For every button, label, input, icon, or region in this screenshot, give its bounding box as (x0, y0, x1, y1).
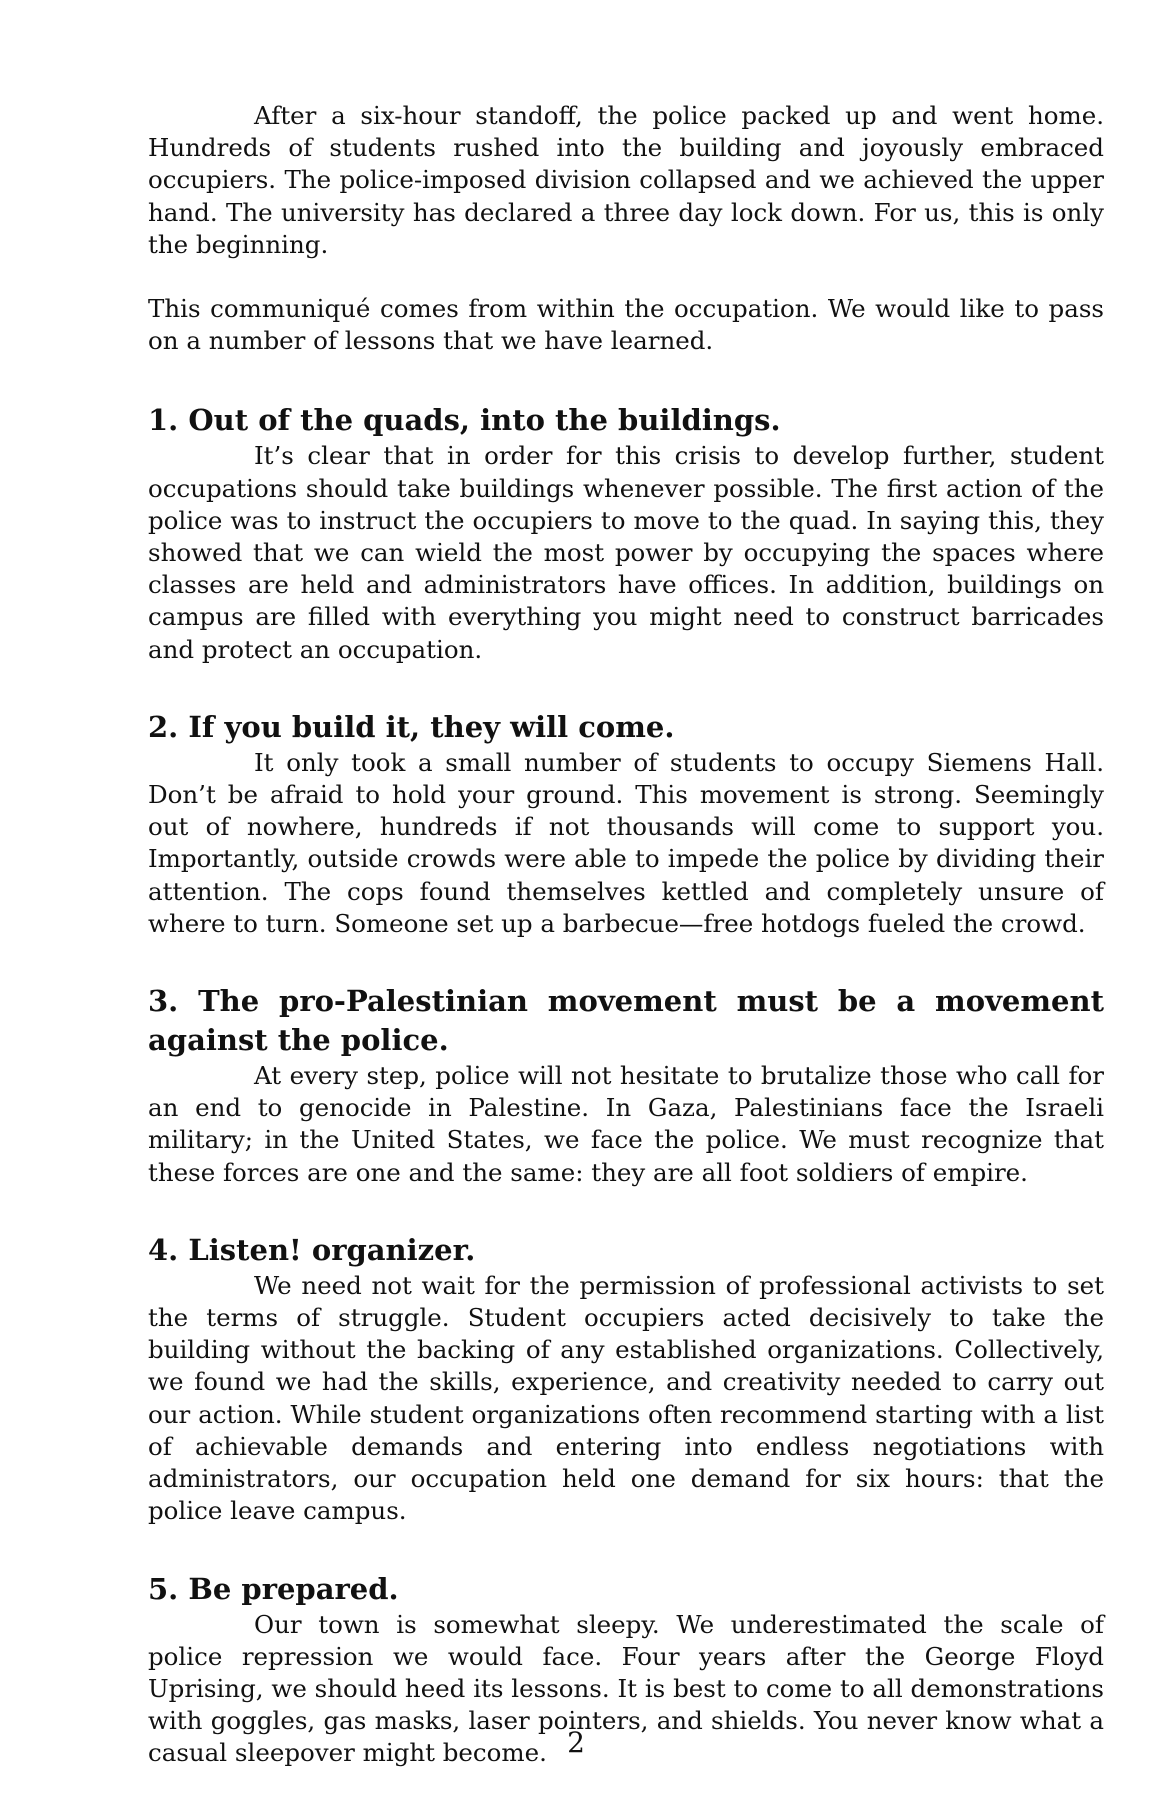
section-body: It’s clear that in order for this crisis to develop further, student occupations should take buildings whenever possible. The first action of the police was to instruct the occupiers to move to the quad. In saying this, they showed that we can wield the most power by occupying the spaces where classes are held and administrators have offices. In addition, buildings on campus are filled with everything you might need to construct barricades and protect an occupation. (148, 441, 1104, 664)
intro-communique-paragraph: This communiqué comes from within the occupation. We would like to pass on a number of lessons that we have learned. (148, 294, 1104, 356)
section-body: At every step, police will not hesitate to brutalize those who call for an end to genocide in Palestine. In Gaza, Palestinians face the Israeli military; in the United States, we face the police. We must recognize that these forces are one and the same: they are all foot soldiers of empire. (148, 1061, 1104, 1187)
section-1 (148, 401, 1104, 665)
section-3 (148, 982, 1104, 1189)
section-heading: 4. Listen! organizer. (148, 1232, 476, 1267)
section-heading: 5. Be prepared. (148, 1571, 399, 1606)
section-body: We need not wait for the permission of professional activists to set the terms of struggle. Student occupiers acted decisively to take the building without the backing of any established organizations. Collectively, we found we had the skills, experience, and creativity needed to carry out our action. While student organizations often recommend starting with a list of achievable demands and entering into endless negotiations with administrators, our occupation held one demand for six hours: that the police leave campus. (148, 1270, 1104, 1526)
intro-paragraph: After a six-hour standoff, the police packed up and went home. Hundreds of students rushed into the building and joyously embraced occupiers. The police-imposed division collapsed and we achieved the upper hand. The university has declared a three day lock down. For us, this is only the beginning. (148, 101, 1104, 259)
section-body: Our town is somewhat sleepy. We underestimated the scale of police repression we would face. Four years after the George Floyd Uprising, we should heed its lessons. It is best to come to all demonstrations with goggles, gas masks, laser pointers, and shields. You never know what a casual sleepover might become. (148, 1609, 1104, 1768)
section-body: It only took a small number of students to occupy Siemens Hall. Don’t be afraid to hold your ground. This movement is strong. Seemingly out of nowhere, hundreds if not thousands will come to support you. Importantly, outside crowds were able to impede the police by dividing their attention. The cops found themselves kettled and completely unsure of where to turn. Someone set up a barbecue—free hotdogs fueled the crowd. (148, 747, 1104, 938)
section-4 (148, 1231, 1104, 1528)
section-heading: 3. The pro-Palestinian movement must be a movement against the police. (148, 984, 1104, 1058)
section-heading: 2. If you build it, they will come. (148, 709, 675, 744)
section-heading: 1. Out of the quads, into the buildings. (148, 403, 781, 438)
page-number: 2 (567, 1726, 585, 1759)
section-2 (148, 708, 1104, 940)
page-body (148, 100, 1104, 1770)
